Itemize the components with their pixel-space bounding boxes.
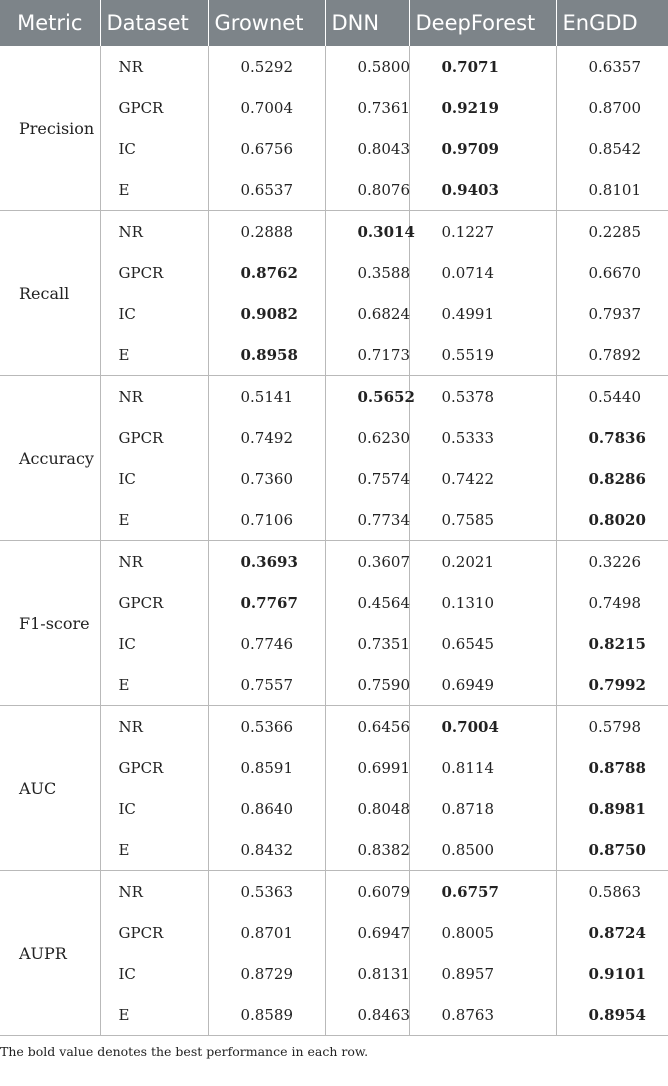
value-cell: 0.8700 [588, 98, 641, 117]
table-row [0, 169, 668, 211]
dataset-cell: NR [100, 46, 208, 87]
metric-cell: Accuracy [0, 376, 100, 541]
value-cell: 0.8763 [409, 994, 556, 1036]
value-cell: 0.6670 [588, 263, 641, 282]
value-cell: 0.5800 [325, 46, 409, 87]
metric-cell: AUPR [0, 871, 100, 1036]
value-cell: 0.7173 [325, 334, 409, 376]
dataset-cell: IC [100, 458, 208, 499]
value-cell: 0.1310 [409, 582, 556, 623]
dataset-cell: E [100, 169, 208, 211]
value-cell: 0.6357 [588, 57, 641, 76]
value-cell: 0.6756 [208, 128, 325, 169]
value-cell: 0.5366 [208, 706, 325, 748]
value-cell: 0.6991 [325, 747, 409, 788]
dataset-cell: IC [100, 293, 208, 334]
value-cell: 0.7892 [556, 334, 668, 376]
dataset-cell: E [100, 499, 208, 541]
value-cell: 0.7590 [325, 664, 409, 706]
metric-cell: F1-score [0, 541, 100, 706]
value-cell: 0.8729 [208, 953, 325, 994]
value-cell: 0.7361 [325, 87, 409, 128]
value-cell: 0.8589 [208, 994, 325, 1036]
value-cell: 0.6757 [409, 871, 556, 913]
table-row [0, 623, 668, 664]
metric-cell: AUC [0, 706, 100, 871]
value-cell: 0.9403 [409, 169, 556, 211]
value-cell: 0.8957 [409, 953, 556, 994]
value-cell: 0.5333 [409, 417, 556, 458]
value-cell: 0.5292 [208, 46, 325, 87]
dataset-cell: E [100, 994, 208, 1036]
dataset-cell: NR [100, 706, 208, 748]
value-cell: 0.7734 [325, 499, 409, 541]
value-cell: 0.8286 [588, 469, 646, 488]
value-cell: 0.1227 [409, 211, 556, 253]
table-row [0, 87, 668, 128]
dataset-cell: IC [100, 953, 208, 994]
metric-cell: Precision [0, 46, 100, 211]
value-cell: 0.8701 [208, 912, 325, 953]
value-cell: 0.7836 [588, 428, 646, 447]
value-cell: 0.3588 [325, 252, 409, 293]
dataset-cell: GPCR [100, 912, 208, 953]
value-cell: 0.7992 [556, 664, 668, 706]
value-cell: 0.2285 [588, 222, 641, 241]
metric-cell: Recall [0, 211, 100, 376]
value-cell: 0.8762 [208, 252, 325, 293]
value-cell: 0.8750 [556, 829, 668, 871]
value-cell: 0.6824 [325, 293, 409, 334]
dataset-cell: E [100, 664, 208, 706]
value-cell: 0.6230 [325, 417, 409, 458]
value-cell: 0.7937 [588, 304, 641, 323]
dataset-cell: IC [100, 623, 208, 664]
value-cell: 0.7106 [208, 499, 325, 541]
header-dnn: DNN [325, 0, 409, 46]
table-row [0, 252, 668, 293]
dataset-cell: NR [100, 871, 208, 913]
value-cell: 0.5141 [208, 376, 325, 418]
value-cell: 0.8500 [409, 829, 556, 871]
value-cell: 0.7746 [208, 623, 325, 664]
value-cell: 0.7351 [325, 623, 409, 664]
table-header [0, 0, 668, 46]
table-row [0, 211, 668, 253]
value-cell: 0.8958 [208, 334, 325, 376]
value-cell: 0.4991 [409, 293, 556, 334]
table-row [0, 128, 668, 169]
value-cell: 0.8114 [409, 747, 556, 788]
value-cell: 0.8076 [325, 169, 409, 211]
table-row [0, 706, 668, 748]
table-body [0, 46, 668, 1036]
value-cell: 0.8215 [588, 634, 646, 653]
table-row [0, 417, 668, 458]
value-cell: 0.6537 [208, 169, 325, 211]
dataset-cell: IC [100, 788, 208, 829]
value-cell: 0.4564 [325, 582, 409, 623]
value-cell: 0.5798 [588, 717, 641, 736]
value-cell: 0.9101 [588, 964, 646, 983]
table-row [0, 912, 668, 953]
value-cell: 0.5652 [325, 376, 409, 418]
value-cell: 0.8005 [409, 912, 556, 953]
dataset-cell: NR [100, 376, 208, 418]
table-row [0, 334, 668, 376]
value-cell: 0.8591 [208, 747, 325, 788]
value-cell: 0.8640 [208, 788, 325, 829]
dataset-cell: NR [100, 541, 208, 583]
value-cell: 0.8382 [325, 829, 409, 871]
dataset-cell: NR [100, 211, 208, 253]
value-cell: 0.7004 [409, 706, 556, 748]
value-cell: 0.9709 [409, 128, 556, 169]
dataset-cell: GPCR [100, 747, 208, 788]
table-row [0, 747, 668, 788]
value-cell: 0.5519 [409, 334, 556, 376]
header-dataset: Dataset [100, 0, 208, 46]
header-deepforest: DeepForest [409, 0, 556, 46]
value-cell: 0.2021 [409, 541, 556, 583]
value-cell: 0.0714 [409, 252, 556, 293]
value-cell: 0.7422 [409, 458, 556, 499]
value-cell: 0.5440 [588, 387, 641, 406]
value-cell: 0.3607 [325, 541, 409, 583]
table-row [0, 46, 668, 87]
table-row [0, 541, 668, 583]
header-metric: Metric [0, 0, 100, 46]
value-cell: 0.8432 [208, 829, 325, 871]
value-cell: 0.7498 [588, 593, 641, 612]
value-cell: 0.7360 [208, 458, 325, 499]
value-cell: 0.8463 [325, 994, 409, 1036]
value-cell: 0.8043 [325, 128, 409, 169]
value-cell: 0.5863 [588, 882, 641, 901]
dataset-cell: GPCR [100, 582, 208, 623]
table-row [0, 994, 668, 1036]
table-row [0, 788, 668, 829]
value-cell: 0.8788 [588, 758, 646, 777]
dataset-cell: GPCR [100, 417, 208, 458]
value-cell: 0.7492 [208, 417, 325, 458]
table-row [0, 871, 668, 913]
table-row [0, 829, 668, 871]
value-cell: 0.5378 [409, 376, 556, 418]
value-cell: 0.7767 [208, 582, 325, 623]
value-cell: 0.7574 [325, 458, 409, 499]
value-cell: 0.5363 [208, 871, 325, 913]
value-cell: 0.8131 [325, 953, 409, 994]
value-cell: 0.7071 [409, 46, 556, 87]
value-cell: 0.6456 [325, 706, 409, 748]
table-row [0, 582, 668, 623]
value-cell: 0.8981 [588, 799, 646, 818]
dataset-cell: E [100, 334, 208, 376]
value-cell: 0.7004 [208, 87, 325, 128]
dataset-cell: IC [100, 128, 208, 169]
value-cell: 0.6947 [325, 912, 409, 953]
value-cell: 0.8101 [556, 169, 668, 211]
table-row [0, 953, 668, 994]
table-row [0, 293, 668, 334]
value-cell: 0.8048 [325, 788, 409, 829]
table-row [0, 664, 668, 706]
value-cell: 0.6079 [325, 871, 409, 913]
value-cell: 0.6545 [409, 623, 556, 664]
value-cell: 0.7557 [208, 664, 325, 706]
dataset-cell: GPCR [100, 252, 208, 293]
value-cell: 0.6949 [409, 664, 556, 706]
table-footnote: The bold value denotes the best performance in each row. [0, 1044, 369, 1059]
value-cell: 0.3693 [208, 541, 325, 583]
value-cell: 0.3014 [325, 211, 409, 253]
value-cell: 0.8724 [588, 923, 646, 942]
table-row [0, 458, 668, 499]
dataset-cell: E [100, 829, 208, 871]
header-engdd: EnGDD [556, 0, 668, 46]
value-cell: 0.3226 [588, 552, 641, 571]
dataset-cell: GPCR [100, 87, 208, 128]
value-cell: 0.8542 [588, 139, 641, 158]
value-cell: 0.9082 [208, 293, 325, 334]
value-cell: 0.8020 [556, 499, 668, 541]
value-cell: 0.2888 [208, 211, 325, 253]
value-cell: 0.8954 [556, 994, 668, 1036]
value-cell: 0.7585 [409, 499, 556, 541]
header-row [0, 0, 668, 46]
table-row [0, 499, 668, 541]
value-cell: 0.8718 [409, 788, 556, 829]
value-cell: 0.9219 [409, 87, 556, 128]
header-grownet: Grownet [208, 0, 325, 46]
table-row [0, 376, 668, 418]
